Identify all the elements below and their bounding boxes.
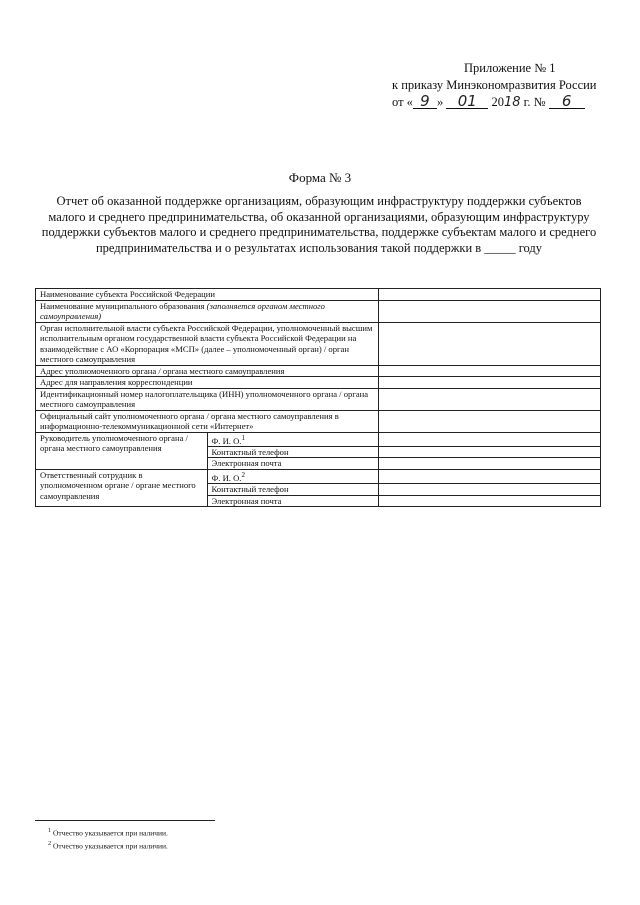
label-responsible-fio <box>207 469 379 483</box>
footnote-1-mark: 1 <box>48 827 52 834</box>
value-region[interactable] <box>379 289 601 301</box>
value-authority-address[interactable] <box>379 365 601 377</box>
appendix-order-ref: к приказу Минэкономразвития России <box>392 78 597 92</box>
label-head-email: Электронная почта <box>207 458 379 470</box>
value-responsible-email[interactable] <box>379 495 601 507</box>
table-row <box>36 469 601 483</box>
value-website[interactable] <box>379 410 601 432</box>
label-mail-address: Адрес для направления корреспонденции <box>36 377 379 389</box>
footnote-divider <box>35 820 215 821</box>
form-title: Форма № 3 <box>288 170 352 185</box>
appendix-title: Приложение № 1 <box>464 61 556 75</box>
report-title: Отчет об оказанной поддержке организациям, образующим инфраструктуру поддержки субъектов малого и среднего предпринимательства, об оказанной организациями, образующим инфраструктуру поддержки субъектов малого и среднего предпринимательства, поддержке субъектам малого и среднего предпринимательства и о результатах использования такой поддержки в _____ году <box>41 194 597 255</box>
appendix-block <box>382 60 602 111</box>
footnote-2-mark: 2 <box>48 839 52 847</box>
label-head-fio <box>207 432 379 446</box>
value-inn[interactable] <box>379 388 601 410</box>
label-region: Наименование субъекта Российской Федерации <box>36 289 379 301</box>
label-municipality-note: (заполняется органом местного самоуправления) <box>40 300 325 321</box>
footnote-1 <box>48 826 168 839</box>
label-head-phone: Контактный телефон <box>207 446 379 458</box>
fio-text: Ф. И. О. <box>211 435 242 446</box>
handwritten-order-number: 6 <box>549 94 585 109</box>
value-head-fio[interactable] <box>379 432 601 446</box>
label-responsible: Ответственный сотрудник в уполномоченном органе / органе местного самоуправления <box>36 469 208 506</box>
date-prefix: от « <box>392 95 413 109</box>
table-row <box>36 377 601 389</box>
label-responsible-email: Электронная почта <box>207 495 379 507</box>
footnote-ref-1: 1 <box>241 433 246 442</box>
report-form-table <box>35 288 601 507</box>
table-row <box>36 365 601 377</box>
value-mail-address[interactable] <box>379 377 601 389</box>
footnote-2-text: Отчество указывается при наличии. <box>53 841 168 850</box>
order-number-label: г. № <box>523 95 546 109</box>
table-row <box>36 410 601 432</box>
table-row <box>36 432 601 446</box>
label-authority-address: Адрес уполномоченного органа / органа местного самоуправления <box>36 365 379 377</box>
label-municipality <box>36 300 379 322</box>
value-authority[interactable] <box>379 322 601 365</box>
table-row <box>36 300 601 322</box>
footnote-1-text: Отчество указывается при наличии. <box>53 828 168 838</box>
year-prefix: 20 <box>491 95 504 109</box>
label-responsible-phone: Контактный телефон <box>207 484 379 496</box>
label-head: Руководитель уполномоченного органа / органа местного самоуправления <box>36 432 208 469</box>
date-quote-close: » <box>436 95 444 109</box>
footnotes <box>48 826 168 851</box>
label-website: Официальный сайт уполномоченного органа / органа местного самоуправления в информационно-телекоммуникационной сети «Интернет» <box>36 410 379 432</box>
value-municipality[interactable] <box>379 300 601 322</box>
handwritten-month: 01 <box>446 94 488 109</box>
footnote-ref-2: 2 <box>241 470 246 479</box>
footnote-2 <box>48 839 168 852</box>
appendix-date-line <box>382 94 602 111</box>
table-row <box>36 388 601 410</box>
value-head-email[interactable] <box>379 458 601 470</box>
handwritten-day: 9 <box>413 94 437 109</box>
fio-text: Ф. И. О. <box>211 472 242 483</box>
table-row <box>36 289 601 301</box>
label-inn: Идентификационный номер налогоплательщика (ИНН) уполномоченного органа / органа местного самоуправления <box>36 388 379 410</box>
value-head-phone[interactable] <box>379 446 601 458</box>
value-responsible-phone[interactable] <box>379 484 601 496</box>
label-municipality-text: Наименование муниципального образования <box>40 300 207 311</box>
value-responsible-fio[interactable] <box>379 469 601 483</box>
handwritten-year: 18 <box>503 95 521 110</box>
table-row <box>36 322 601 365</box>
label-authority: Орган исполнительной власти субъекта Российской Федерации, уполномоченный высшим исполнительным органом государственной власти субъекта Российской Федерации на взаимодействие с АО «Корпорация «МСП» (далее – уполномоченный орган) / орган местного самоуправления <box>36 322 379 365</box>
